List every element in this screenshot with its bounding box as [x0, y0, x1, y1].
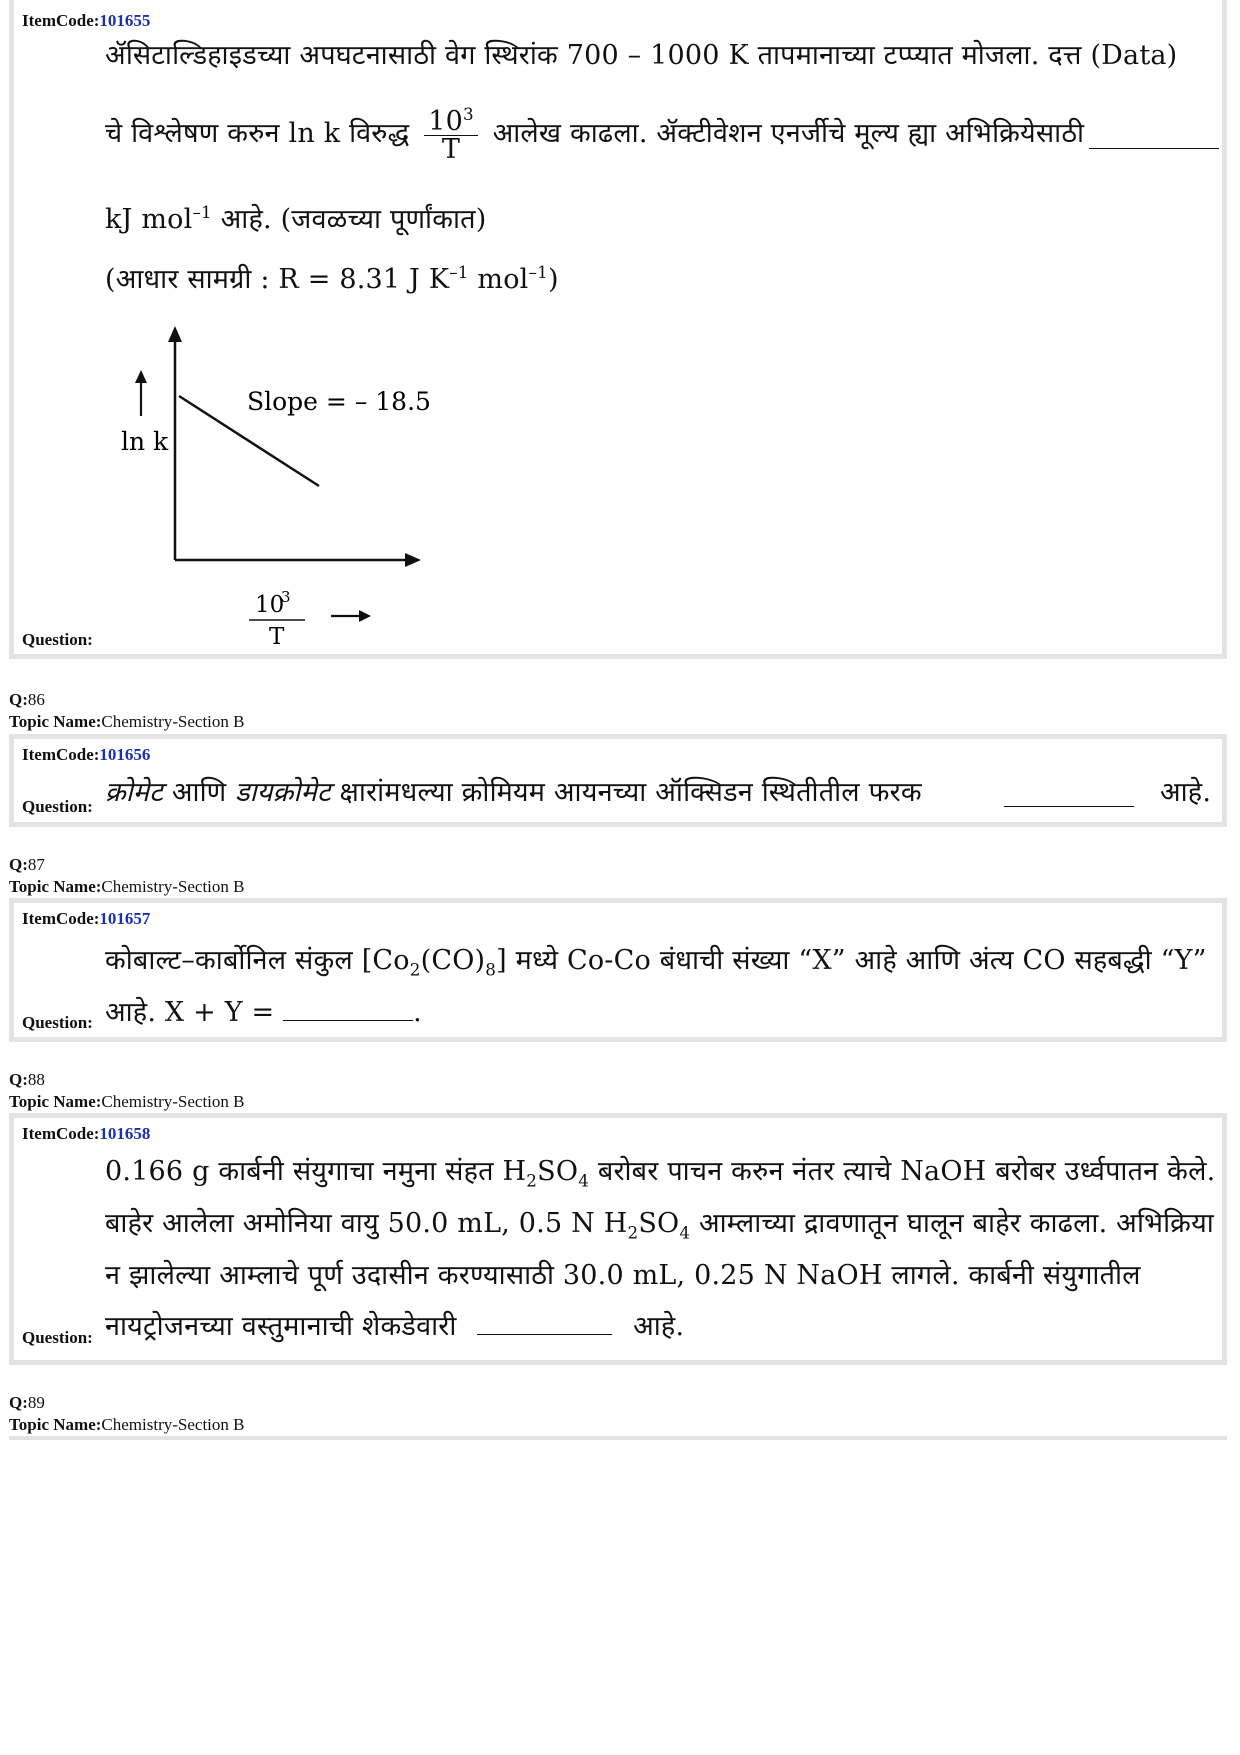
- l1-mid: SO: [537, 1156, 579, 1187]
- q-label: Q:: [9, 855, 28, 874]
- lnk-vs-inverse-T-graph: [109, 320, 469, 650]
- frac-den: T: [441, 134, 461, 165]
- q-label: Q:: [9, 690, 28, 709]
- item-code-label: ItemCode:: [22, 11, 100, 30]
- question-line-3: न झालेल्या आम्लाचे पूर्ण उदासीन करण्यासाठी 30.0 mL, 0.25 N NaOH लागले. कार्बनी संयुगातील: [105, 1260, 1141, 1291]
- l2-sub2: 4: [679, 1222, 691, 1243]
- l2-text: आहे. X + Y =: [105, 997, 284, 1028]
- ylabel-arrow-head: [135, 370, 147, 383]
- l4-post: आहे.: [633, 1311, 685, 1342]
- l1-mid: (CO): [420, 945, 486, 976]
- l1-post: ] मध्ये Co-Co बंधाची संख्या “X” आहे आणि अंत्य CO सहबद्धी “Y”: [496, 945, 1207, 976]
- term-chromate: क्रोमेट: [105, 777, 164, 808]
- x-label-den: T: [269, 624, 285, 650]
- l2-pre: बाहेर आलेला अमोनिया वायु 50.0 mL, 0.5 N H: [105, 1208, 628, 1239]
- line2-post: आलेख काढला. ॲक्टीवेशन एनर्जीचे मूल्य ह्या अभिक्रियेसाठी: [492, 118, 1085, 149]
- q88-header: [9, 1070, 244, 1112]
- q-number: 88: [27, 1070, 45, 1089]
- answer-blank: [477, 1333, 612, 1335]
- y-axis-arrowhead: [168, 326, 182, 342]
- item-code-row: [22, 1124, 150, 1144]
- question-line-2: [105, 106, 1084, 163]
- unit-text: kJ mol: [105, 204, 193, 235]
- text-end: आहे.: [1160, 777, 1212, 808]
- l1-sub2: 8: [485, 959, 497, 980]
- question-card-101658: [9, 1113, 1227, 1365]
- xlabel-arrow-head: [359, 610, 371, 622]
- question-card-101657: [9, 898, 1227, 1042]
- question-line-2: [105, 1210, 1214, 1241]
- text-rest: क्षारांमधल्या क्रोमियम आयनच्या ऑक्सिडन स्थितीतील फरक: [330, 777, 922, 808]
- question-line-4: [105, 1313, 684, 1340]
- question-label: Question:: [22, 630, 93, 649]
- question-card-101655: [9, 0, 1227, 659]
- l1-pre: कोबाल्ट–कार्बोनिल संकुल [Co: [105, 945, 410, 976]
- term-dichromate: डायक्रोमेट: [235, 777, 331, 808]
- item-code-value: 101658: [99, 1124, 151, 1143]
- unit-exp: –1: [192, 202, 212, 222]
- line4-pre: (आधार सामग्री : R = 8.31 J K: [105, 264, 450, 295]
- item-code-label: ItemCode:: [22, 909, 100, 928]
- item-code-row: [22, 909, 150, 929]
- y-axis-label: ln k: [121, 427, 169, 456]
- line4-post: ): [547, 264, 559, 295]
- fraction-1000-over-T: [424, 106, 478, 163]
- topic-value: Chemistry-Section B: [101, 877, 245, 896]
- question-line-1: ॲसिटाल्डिहाइडच्या अपघटनासाठी वेग स्थिरांक 700 – 1000 K तापमानाच्या टप्प्यात मोजला. दत्त (Data): [105, 40, 1178, 71]
- l1-sub1: 2: [526, 1170, 538, 1191]
- line3-post: आहे. (जवळच्या पूर्णांकात): [211, 204, 487, 235]
- q-label: Q:: [9, 1070, 28, 1089]
- question-line-2: [105, 999, 422, 1026]
- x-label-num: 10: [255, 592, 285, 618]
- l1-sub2: 4: [578, 1170, 590, 1191]
- q86-header: [9, 690, 244, 732]
- item-code-value: 101656: [99, 745, 151, 764]
- answer-blank: [1004, 805, 1134, 807]
- topic-value: Chemistry-Section B: [101, 712, 245, 731]
- answer-blank: [1089, 147, 1219, 149]
- frac-num: 10: [428, 106, 463, 137]
- line4-exp2: –1: [528, 262, 548, 282]
- item-code-label: ItemCode:: [22, 745, 100, 764]
- question-line-4: [105, 264, 559, 293]
- line2-pre: चे विश्लेषण करुन ln k विरुद्ध: [105, 118, 410, 149]
- question-text: [105, 779, 922, 806]
- conj: आणि: [163, 777, 236, 808]
- question-label: Question:: [22, 1013, 93, 1032]
- q-number: 87: [27, 855, 45, 874]
- question-line-1: [105, 1158, 1215, 1189]
- q89-card-top-border: [9, 1436, 1227, 1440]
- l2-end: .: [413, 997, 422, 1028]
- x-label-num-exp: 3: [281, 588, 291, 606]
- topic-label: Topic Name:: [9, 1092, 102, 1111]
- x-axis-arrowhead: [405, 553, 421, 567]
- topic-value: Chemistry-Section B: [101, 1415, 245, 1434]
- topic-value: Chemistry-Section B: [101, 1092, 245, 1111]
- l2-sub1: 2: [627, 1222, 639, 1243]
- topic-label: Topic Name:: [9, 1415, 102, 1434]
- l2-post: आम्लाच्या द्रावणातून घालून बाहेर काढला. अभिक्रिया: [690, 1208, 1214, 1239]
- item-code-value: 101657: [99, 909, 151, 928]
- frac-num-exp: 3: [462, 104, 474, 124]
- item-code-row: [22, 745, 150, 765]
- q-number: 89: [27, 1393, 45, 1412]
- q-label: Q:: [9, 1393, 28, 1412]
- q-number: 86: [27, 690, 45, 709]
- question-line-3: [105, 204, 487, 233]
- slope-label: Slope = – 18.5: [247, 387, 431, 416]
- topic-label: Topic Name:: [9, 712, 102, 731]
- line4-exp1: –1: [449, 262, 469, 282]
- topic-label: Topic Name:: [9, 877, 102, 896]
- item-code-label: ItemCode:: [22, 1124, 100, 1143]
- item-code-value: 101655: [99, 11, 151, 30]
- question-card-101656: [9, 734, 1227, 827]
- question-label: Question:: [22, 1328, 93, 1347]
- l1-post: बरोबर पाचन करुन नंतर त्याचे NaOH बरोबर उर्ध्वपातन केले.: [589, 1156, 1216, 1187]
- l2-mid: SO: [638, 1208, 680, 1239]
- question-line-1: [105, 947, 1207, 978]
- answer-blank: [283, 1019, 413, 1021]
- l1-pre: 0.166 g कार्बनी संयुगाचा नमुना संहत H: [105, 1156, 527, 1187]
- item-code-row: [22, 11, 150, 31]
- l4-pre: नायट्रोजनच्या वस्तुमानाची शेकडेवारी: [105, 1311, 457, 1342]
- question-label: Question:: [22, 797, 93, 816]
- line4-mid: mol: [468, 264, 529, 295]
- q87-header: [9, 855, 244, 897]
- l1-sub1: 2: [409, 959, 421, 980]
- q89-header: [9, 1393, 244, 1435]
